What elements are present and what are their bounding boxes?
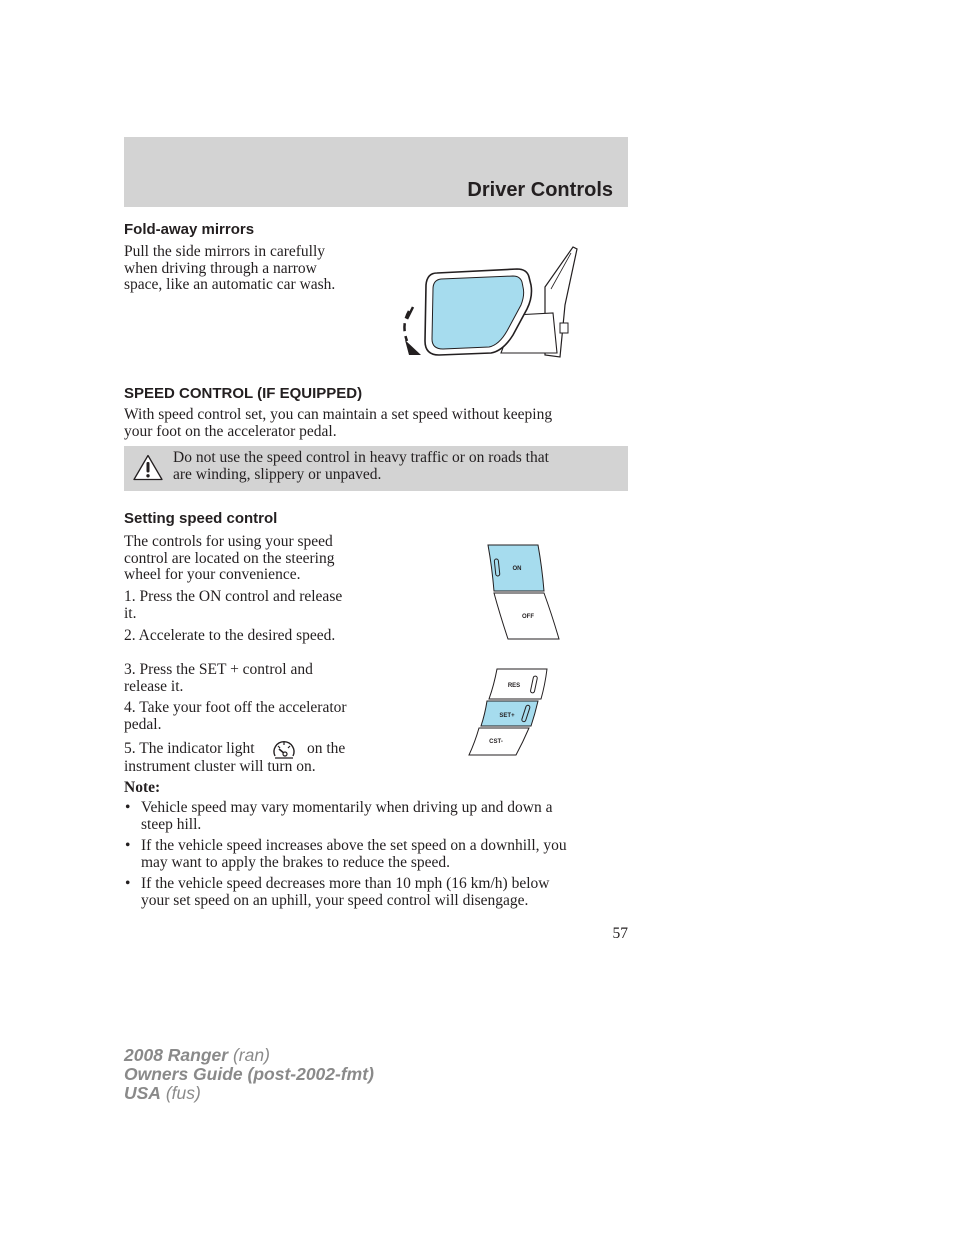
text-line: • If the vehicle speed increases above the set speed on a downhill, you <box>141 837 567 855</box>
note-label: Note: <box>124 779 161 796</box>
list-item <box>124 800 624 833</box>
step-3 <box>124 662 313 695</box>
speed-control-intro <box>124 407 628 440</box>
step-4 <box>124 700 347 733</box>
step-5-part-2: on the <box>307 740 346 757</box>
warning-box <box>124 446 628 491</box>
res-set-cst-control-illustration <box>467 667 551 759</box>
text-line: • If the vehicle speed decreases more than 10 mph (16 km/h) below <box>141 875 550 893</box>
fold-mirrors-heading: Fold-away mirrors <box>124 221 255 238</box>
fold-mirrors-text <box>124 244 335 294</box>
step-1 <box>124 589 342 622</box>
text-line: • Vehicle speed may vary momentarily when driving up and down a <box>141 799 553 816</box>
text-line: wheel for your convenience. <box>124 566 301 584</box>
text-line: space, like an automatic car wash. <box>124 276 336 294</box>
text-line: pedal. <box>124 715 162 733</box>
document-footer <box>124 1046 374 1103</box>
setting-speed-heading: Setting speed control <box>124 510 278 527</box>
on-button-label: ON <box>512 566 522 572</box>
note-bullet-list <box>124 800 624 915</box>
text-line: control are located on the steering <box>124 549 335 567</box>
text-line: when driving through a narrow <box>124 259 317 277</box>
footer-line-2 <box>124 1065 374 1084</box>
text-line: may want to apply the brakes to reduce the speed. <box>141 853 451 871</box>
text-line: With speed control set, you can maintain a set speed without keeping <box>124 406 553 423</box>
footer-market-code: (fus) <box>165 1083 201 1103</box>
text-line: The controls for using your speed <box>124 533 333 550</box>
on-off-control-illustration <box>486 543 562 643</box>
step-5-part-3: instrument cluster will turn on. <box>124 758 316 775</box>
step-5-part-1: 5. The indicator light <box>124 740 255 757</box>
warning-text <box>173 450 613 483</box>
speed-control-heading: SPEED CONTROL (IF EQUIPPED) <box>124 385 363 402</box>
fold-mirror-illustration <box>395 245 585 365</box>
section-title: Driver Controls <box>467 179 613 201</box>
setting-intro <box>124 534 334 584</box>
list-item <box>124 876 624 909</box>
text-line: steep hill. <box>141 815 202 833</box>
res-button-label: RES <box>507 683 521 689</box>
footer-model-code: (ran) <box>232 1045 270 1065</box>
text-line: 4. Take your foot off the accelerator <box>124 699 347 716</box>
text-line: Pull the side mirrors in carefully <box>124 243 326 260</box>
text-line: 3. Press the SET + control and <box>124 661 313 678</box>
footer-market: USA <box>124 1083 161 1103</box>
text-line: your set speed on an uphill, your speed control will disengage. <box>141 891 529 909</box>
footer-guide: Owners Guide (post-2002-fmt) <box>124 1064 374 1084</box>
section-header-band <box>124 137 628 207</box>
footer-line-3 <box>124 1084 374 1103</box>
set-button-label: SET+ <box>499 713 515 719</box>
footer-model: 2008 Ranger <box>124 1045 229 1065</box>
step-2: 2. Accelerate to the desired speed. <box>124 627 336 644</box>
page-number: 57 <box>612 925 628 942</box>
cst-button-label: CST- <box>489 739 503 745</box>
text-line: it. <box>124 604 137 622</box>
text-line: Do not use the speed control in heavy traffic or on roads that <box>173 449 549 466</box>
list-item <box>124 838 624 871</box>
warning-triangle-icon <box>133 454 163 481</box>
text-line: release it. <box>124 677 184 695</box>
text-line: are winding, slippery or unpaved. <box>173 465 382 483</box>
footer-line-1 <box>124 1046 374 1065</box>
text-line: your foot on the accelerator pedal. <box>124 422 337 440</box>
text-line: 1. Press the ON control and release <box>124 588 343 605</box>
off-button-label: OFF <box>522 614 534 620</box>
